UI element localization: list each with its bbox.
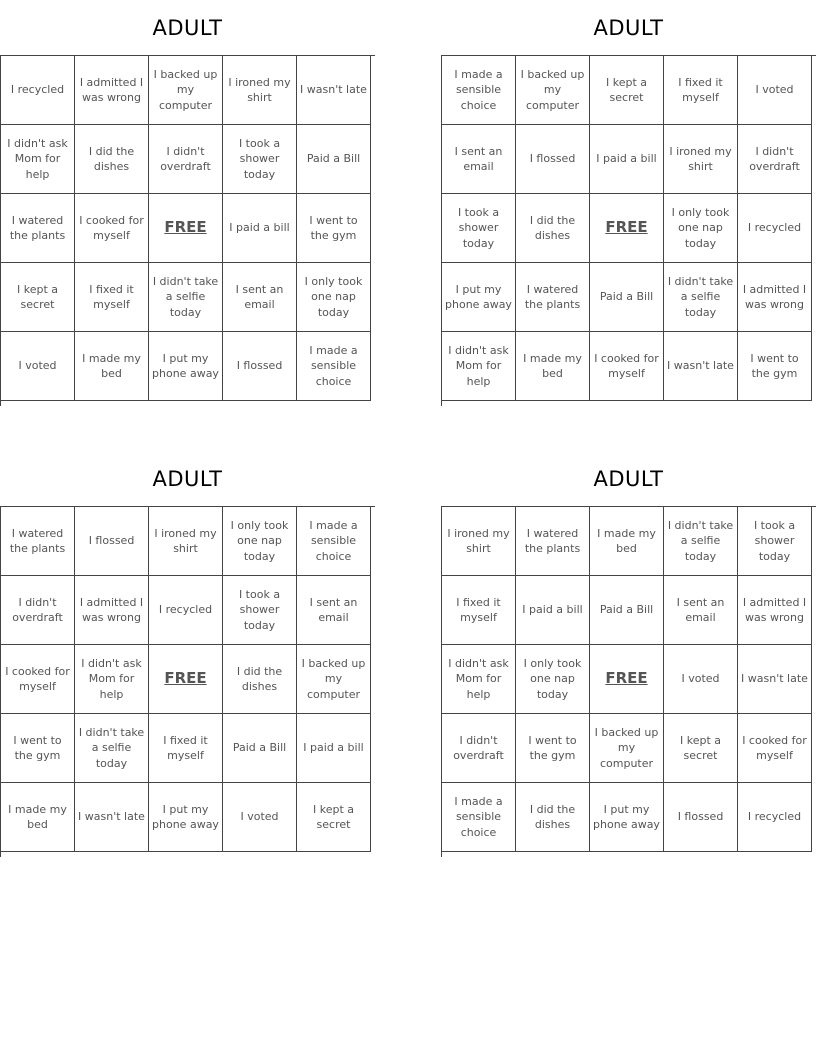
bingo-cell: I kept a secret — [664, 714, 738, 783]
bingo-cell: I watered the plants — [516, 507, 590, 576]
bingo-cell: I admitted I was wrong — [75, 56, 149, 125]
bingo-cell: I sent an email — [664, 576, 738, 645]
bingo-cell: I didn't overdraft — [1, 576, 75, 645]
bingo-cell: I only took one nap today — [223, 507, 297, 576]
bingo-cell: I ironed my shirt — [442, 507, 516, 576]
bingo-cell: I watered the plants — [516, 263, 590, 332]
bingo-cell: I voted — [1, 332, 75, 401]
bingo-grid — [0, 55, 375, 406]
bingo-cell: I sent an email — [223, 263, 297, 332]
bingo-cell: I voted — [223, 783, 297, 852]
bingo-card-2 — [441, 0, 816, 406]
bingo-cell: I wasn't late — [75, 783, 149, 852]
bingo-card-1 — [0, 0, 375, 406]
card-title: ADULT — [593, 16, 664, 40]
bingo-grid — [0, 506, 375, 857]
bingo-cell: I admitted I was wrong — [738, 576, 812, 645]
bingo-cell: I didn't take a selfie today — [75, 714, 149, 783]
bingo-cell: I made my bed — [590, 507, 664, 576]
bingo-cell: I went to the gym — [1, 714, 75, 783]
bingo-cell: I didn't ask Mom for help — [442, 332, 516, 401]
bingo-cell: I did the dishes — [75, 125, 149, 194]
bingo-cell: I only took one nap today — [297, 263, 371, 332]
bingo-cell: I sent an email — [297, 576, 371, 645]
bingo-cell: I made my bed — [516, 332, 590, 401]
bingo-cell: I watered the plants — [1, 194, 75, 263]
bingo-cell: I didn't ask Mom for help — [1, 125, 75, 194]
bingo-grid — [441, 506, 816, 857]
bingo-cell: I recycled — [1, 56, 75, 125]
bingo-cell: I put my phone away — [149, 783, 223, 852]
bingo-cell: Paid a Bill — [590, 576, 664, 645]
free-space: FREE — [590, 194, 664, 263]
bingo-cell: I backed up my computer — [590, 714, 664, 783]
bingo-cell: I recycled — [738, 783, 812, 852]
free-space: FREE — [149, 645, 223, 714]
bingo-cell: I made a sensible choice — [297, 507, 371, 576]
bingo-cell: I watered the plants — [1, 507, 75, 576]
bingo-cell: I put my phone away — [149, 332, 223, 401]
bingo-cell: I cooked for myself — [1, 645, 75, 714]
bingo-cell: I didn't take a selfie today — [664, 507, 738, 576]
bingo-cell: I didn't ask Mom for help — [75, 645, 149, 714]
bingo-cell: Paid a Bill — [223, 714, 297, 783]
bingo-cell: I recycled — [738, 194, 812, 263]
bingo-cell: I ironed my shirt — [149, 507, 223, 576]
bingo-cell: I admitted I was wrong — [738, 263, 812, 332]
card-title: ADULT — [593, 467, 664, 491]
bingo-cell: I went to the gym — [516, 714, 590, 783]
free-space: FREE — [149, 194, 223, 263]
bingo-cell: I fixed it myself — [75, 263, 149, 332]
bingo-cell: I fixed it myself — [442, 576, 516, 645]
bingo-cell: I cooked for myself — [75, 194, 149, 263]
bingo-cell: I sent an email — [442, 125, 516, 194]
bingo-cell: I didn't ask Mom for help — [442, 645, 516, 714]
bingo-cell: I fixed it myself — [149, 714, 223, 783]
free-space: FREE — [590, 645, 664, 714]
bingo-cell: I voted — [738, 56, 812, 125]
bingo-cell: I admitted I was wrong — [75, 576, 149, 645]
bingo-cell: I did the dishes — [516, 783, 590, 852]
bingo-cell: I wasn't late — [664, 332, 738, 401]
bingo-cell: I voted — [664, 645, 738, 714]
bingo-cell: I ironed my shirt — [664, 125, 738, 194]
card-title: ADULT — [152, 16, 223, 40]
bingo-cell: I didn't overdraft — [149, 125, 223, 194]
bingo-cell: Paid a Bill — [297, 125, 371, 194]
bingo-cell: I flossed — [516, 125, 590, 194]
bingo-cell: I paid a bill — [590, 125, 664, 194]
bingo-cell: I didn't overdraft — [738, 125, 812, 194]
bingo-cell: I cooked for myself — [738, 714, 812, 783]
bingo-cell: I put my phone away — [442, 263, 516, 332]
bingo-cell: I kept a secret — [297, 783, 371, 852]
bingo-card-3 — [0, 451, 375, 857]
bingo-cell: I took a shower today — [223, 576, 297, 645]
bingo-cell: I made my bed — [1, 783, 75, 852]
bingo-cell: I backed up my computer — [516, 56, 590, 125]
bingo-cell: I made a sensible choice — [442, 56, 516, 125]
bingo-cell: I wasn't late — [738, 645, 812, 714]
bingo-cell: I did the dishes — [516, 194, 590, 263]
bingo-cell: I paid a bill — [297, 714, 371, 783]
bingo-cell: I flossed — [664, 783, 738, 852]
bingo-cell: I took a shower today — [738, 507, 812, 576]
bingo-cell: I paid a bill — [223, 194, 297, 263]
card-title: ADULT — [152, 467, 223, 491]
bingo-cell: I flossed — [75, 507, 149, 576]
bingo-cell: I only took one nap today — [664, 194, 738, 263]
bingo-grid — [441, 55, 816, 406]
bingo-cell: I took a shower today — [442, 194, 516, 263]
bingo-cell: I kept a secret — [1, 263, 75, 332]
bingo-cell: I went to the gym — [297, 194, 371, 263]
bingo-cell: I wasn't late — [297, 56, 371, 125]
bingo-cell: I cooked for myself — [590, 332, 664, 401]
bingo-cell: I didn't take a selfie today — [664, 263, 738, 332]
bingo-cell: I only took one nap today — [516, 645, 590, 714]
bingo-cell: I ironed my shirt — [223, 56, 297, 125]
bingo-cell: I flossed — [223, 332, 297, 401]
bingo-cell: I fixed it myself — [664, 56, 738, 125]
bingo-cell: I put my phone away — [590, 783, 664, 852]
bingo-cell: I backed up my computer — [297, 645, 371, 714]
bingo-cell: Paid a Bill — [590, 263, 664, 332]
bingo-cell: I paid a bill — [516, 576, 590, 645]
bingo-cell: I made my bed — [75, 332, 149, 401]
bingo-cell: I didn't overdraft — [442, 714, 516, 783]
bingo-card-4 — [441, 451, 816, 857]
bingo-cell: I kept a secret — [590, 56, 664, 125]
bingo-cell: I backed up my computer — [149, 56, 223, 125]
bingo-cell: I went to the gym — [738, 332, 812, 401]
bingo-cell: I did the dishes — [223, 645, 297, 714]
bingo-cell: I recycled — [149, 576, 223, 645]
bingo-cell: I didn't take a selfie today — [149, 263, 223, 332]
bingo-cell: I made a sensible choice — [297, 332, 371, 401]
bingo-cell: I made a sensible choice — [442, 783, 516, 852]
bingo-cell: I took a shower today — [223, 125, 297, 194]
